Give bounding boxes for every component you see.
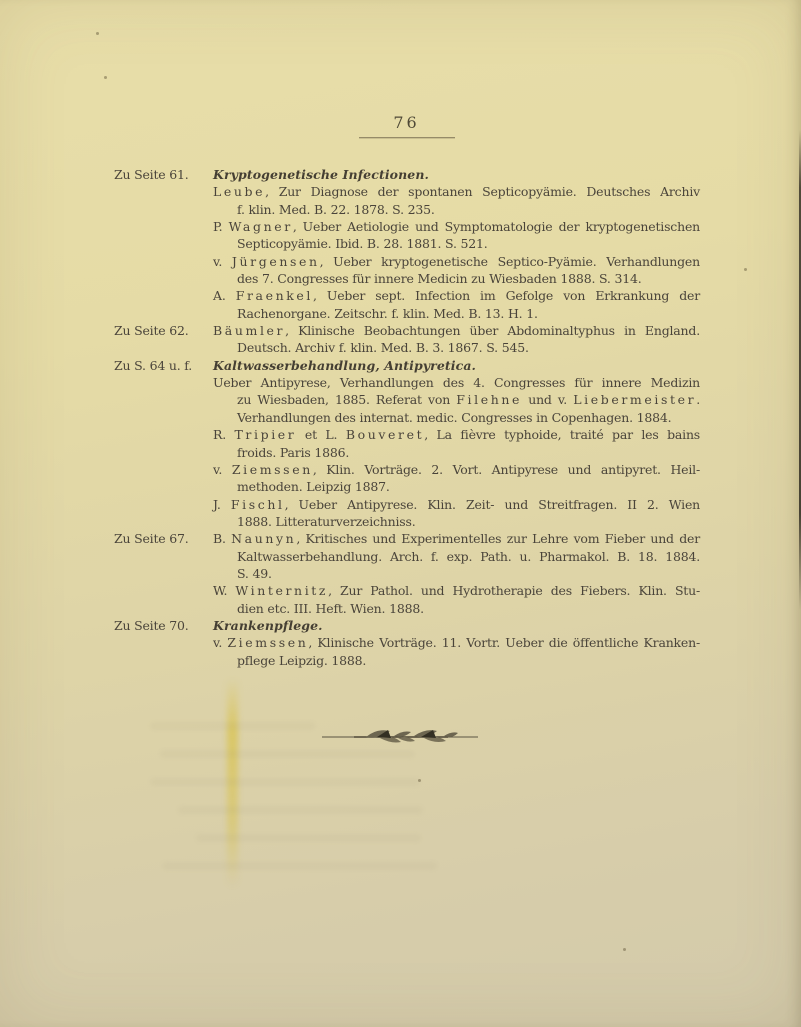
bib-text: et L. <box>296 427 346 443</box>
paper-speck <box>418 779 421 782</box>
bib-line <box>213 530 700 547</box>
bib-text: . <box>696 392 700 408</box>
bib-text: methoden. Leipzig 1887. <box>237 479 390 495</box>
bib-line <box>213 391 700 408</box>
bib-line <box>213 374 700 391</box>
page-number: 76 <box>393 113 420 132</box>
show-through-smudge <box>150 778 420 786</box>
bib-text: pflege Leipzig. 1888. <box>237 652 367 668</box>
bib-line <box>213 270 700 287</box>
bib-entry <box>213 322 700 357</box>
bib-text: v. <box>213 635 228 651</box>
author-name: Leube <box>213 184 266 200</box>
bib-group-content <box>213 166 700 322</box>
section-title: Kaltwasserbehandlung, Antipyretica. <box>213 357 476 373</box>
bib-text: des 7. Congresses für innere Medicin zu Wiesbaden 1888. S. 314. <box>237 271 642 287</box>
bib-text: , Klinische Vorträge. 11. Vortr. Ueber die öffentliche Kranken- <box>308 635 700 651</box>
paper-speck <box>623 948 626 951</box>
bib-text: B. <box>213 531 232 547</box>
bib-entry <box>213 183 700 218</box>
bib-group-content <box>213 357 700 530</box>
bib-line <box>213 426 700 443</box>
author-name: Jürgensen <box>231 253 320 269</box>
bib-group-content <box>213 617 700 669</box>
bib-entry <box>213 253 700 288</box>
author-name: Winternitz <box>235 583 329 599</box>
bib-line <box>213 478 700 495</box>
bib-text: P. <box>213 219 229 235</box>
paper-speck <box>744 268 747 271</box>
bib-entry <box>213 530 700 582</box>
author-name: Fraenkel <box>235 288 314 304</box>
bib-entry <box>213 426 700 461</box>
bib-entry <box>213 496 700 531</box>
leaf-flourish-divider-icon <box>320 726 480 748</box>
bib-line <box>213 513 700 530</box>
bib-line <box>213 183 700 200</box>
bib-text: , Zur Pathol. und Hydrotherapie des Fiebers. Klin. Stu- <box>328 583 701 599</box>
bib-line <box>213 305 700 322</box>
show-through-smudge <box>178 806 423 814</box>
bib-entry <box>213 374 700 426</box>
page-ref-label: Zu Seite 70. <box>114 617 189 633</box>
author-name: Ziemssen <box>227 635 309 651</box>
bib-line <box>213 201 700 218</box>
author-name: Naunyn <box>231 531 297 547</box>
author-name: Bäumler <box>213 323 286 339</box>
bib-line <box>213 461 700 478</box>
bib-line <box>213 496 700 513</box>
bib-entry <box>213 461 700 496</box>
author-name: Ziemssen <box>231 461 313 477</box>
bib-text: Ueber Antipyrese, Verhandlungen des 4. Congresses für innere Medizin <box>213 375 700 391</box>
page-ref-label: Zu S. 64 u. f. <box>114 357 193 373</box>
page-ref-label: Zu Seite 67. <box>114 531 189 547</box>
bib-line <box>213 409 700 426</box>
bib-text: S. 49. <box>237 565 272 581</box>
bib-group <box>114 166 700 322</box>
author-name: Fischl <box>230 496 285 512</box>
bib-group <box>114 357 700 530</box>
bib-group <box>114 617 700 669</box>
bib-text: froids. Paris 1886. <box>237 444 350 460</box>
bib-line <box>213 634 700 651</box>
bib-line <box>213 600 700 617</box>
bib-text: , Zur Diagnose der spontanen Septicopyämie. Deutsches Archiv <box>265 184 700 200</box>
bib-text: und v. <box>522 392 574 408</box>
bib-text: , Ueber sept. Infection im Gefolge von Erkrankung der <box>313 288 701 304</box>
bib-text: J. <box>213 496 231 512</box>
bib-line <box>213 253 700 270</box>
show-through-smudge <box>162 862 437 870</box>
bib-text: R. <box>213 427 235 443</box>
page-number-rule <box>359 137 455 138</box>
bib-line <box>213 218 700 235</box>
author-name: Bouveret <box>345 427 425 443</box>
bib-group-content <box>213 322 700 357</box>
bib-text: W. <box>213 583 236 599</box>
show-through-smudge <box>196 834 421 842</box>
section-title: Krankenpflege. <box>213 617 323 633</box>
bib-group <box>114 322 700 357</box>
author-name: Liebermeister <box>573 392 697 408</box>
bib-text: , Ueber kryptogenetische Septico-Pyämie. Verhandlungen <box>319 253 700 269</box>
bib-text: , Ueber Antipyrese. Klin. Zeit- und Streitfragen. II 2. Wien <box>284 496 700 512</box>
bib-entry <box>213 582 700 617</box>
bib-line <box>213 565 700 582</box>
bib-group-content <box>213 530 700 617</box>
bib-line <box>213 652 700 669</box>
bib-line <box>213 339 700 356</box>
bib-text: Rachenorgane. Zeitschr. f. klin. Med. B. 13. H. 1. <box>237 305 538 321</box>
author-name: Filehne <box>456 392 523 408</box>
author-name: Wagner <box>228 219 293 235</box>
bib-entry <box>213 218 700 253</box>
bibliography <box>114 166 700 669</box>
bib-text: Deutsch. Archiv f. klin. Med. B. 3. 1867. S. 545. <box>237 340 529 356</box>
bib-text: zu Wiesbaden, 1885. Referat von <box>237 392 457 408</box>
bib-text: , Klinische Beobachtungen über Abdominaltyphus in England. <box>285 323 700 339</box>
bib-text: 1888. Litteraturverzeichniss. <box>237 513 416 529</box>
bib-text: v. <box>213 461 232 477</box>
paper-speck <box>104 76 107 79</box>
bib-text: v. <box>213 253 232 269</box>
bib-line <box>213 322 700 339</box>
bib-text: Verhandlungen des internat. medic. Congresses in Copenhagen. 1884. <box>237 409 672 425</box>
bib-line <box>213 287 700 304</box>
author-name: Tripier <box>234 427 297 443</box>
bib-group <box>114 530 700 617</box>
bib-text: dien etc. III. Heft. Wien. 1888. <box>237 600 424 616</box>
bib-text: , La fièvre typhoide, traité par les bains <box>424 427 701 443</box>
bib-line <box>213 235 700 252</box>
bib-line <box>213 444 700 461</box>
bib-text: Kaltwasserbehandlung. Arch. f. exp. Path. u. Pharmakol. B. 18. 1884. <box>237 548 700 564</box>
page-header <box>359 113 455 138</box>
bib-line <box>213 582 700 599</box>
page-ref-label: Zu Seite 62. <box>114 323 189 339</box>
bib-text: A. <box>213 288 236 304</box>
bib-text: , Kritisches und Experimentelles zur Lehre vom Fieber und der <box>296 531 700 547</box>
bib-text: f. klin. Med. B. 22. 1878. S. 235. <box>237 201 435 217</box>
show-through-smudge <box>160 750 415 758</box>
paper-speck <box>96 32 99 35</box>
section-title: Kryptogenetische Infectionen. <box>213 167 429 182</box>
bib-line <box>213 548 700 565</box>
show-through-smudge <box>150 722 315 730</box>
page-ref-label: Zu Seite 61. <box>114 167 189 182</box>
bib-text: Septicopyämie. Ibid. B. 28. 1881. S. 521. <box>237 236 488 252</box>
bib-text: , Ueber Aetiologie und Symptomatologie der kryptogenetischen <box>292 219 700 235</box>
bib-entry <box>213 634 700 669</box>
bib-entry <box>213 287 700 322</box>
bib-text: , Klin. Vorträge. 2. Vort. Antipyrese und antipyret. Heil- <box>312 461 700 477</box>
